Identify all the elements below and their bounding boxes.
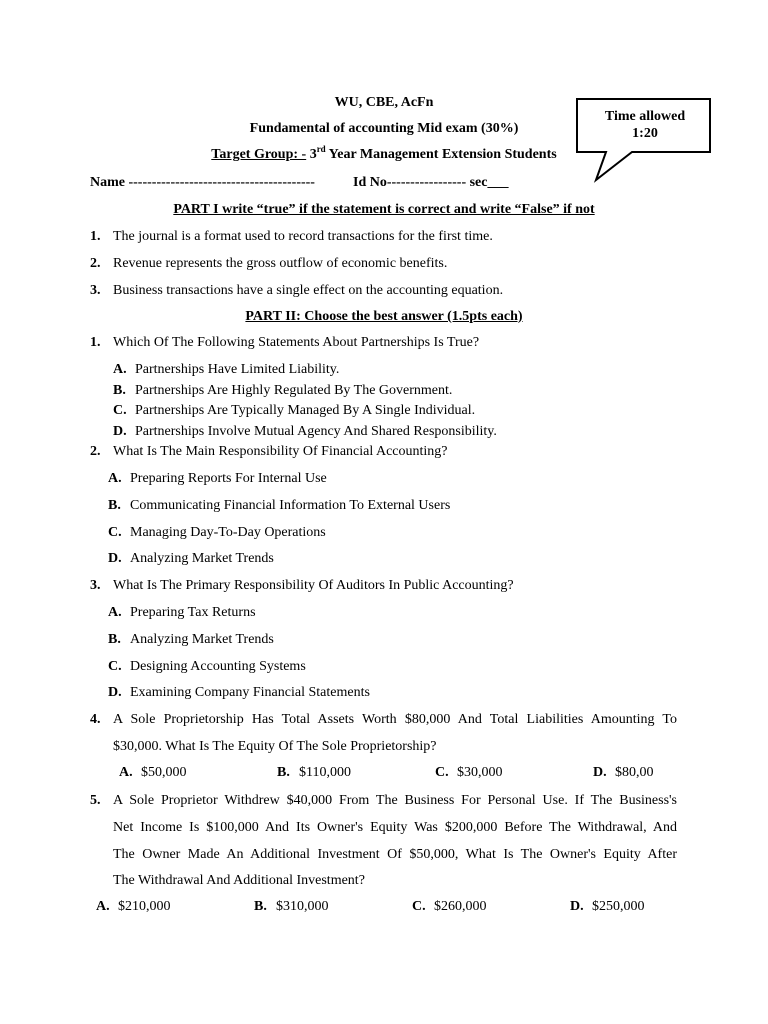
option-letter: D. [108,685,122,700]
option-letter: D. [593,765,607,780]
target-year-suffix: rd [316,144,326,154]
question-number: 5. [90,793,101,808]
option-letter: A. [113,362,127,377]
option-letter: B. [113,383,126,398]
option-a [113,362,339,378]
question-number: 2. [90,444,101,459]
option-d [108,685,370,701]
option-letter: B. [277,765,290,780]
question-text-line: The Withdrawal And Additional Investment? [113,873,365,888]
question-3 [90,578,514,594]
option-text: $80,00 [615,765,654,780]
question-text-line: A Sole Proprietor Withdrew $40,000 From The Business For Personal Use. If The Business's [113,793,677,808]
question-number: 3. [90,578,101,593]
part1-title: PART I write “true” if the statement is correct and write “False” if not [173,202,595,217]
part2-title: PART II: Choose the best answer (1.5pts each) [245,309,523,324]
option-b [108,632,274,648]
question-text-line: The Owner Made An Additional Investment Of $50,000, What Is The Owner's Equity After [113,847,677,862]
option-d [570,899,645,915]
question-number: 4. [90,712,101,727]
option-text: $260,000 [434,899,487,914]
target-group-label: Target Group: - [211,147,307,162]
option-c [435,765,503,781]
question-text: What Is The Primary Responsibility Of Auditors In Public Accounting? [113,578,514,593]
option-a [108,471,327,487]
question-text-line: A Sole Proprietorship Has Total Assets Worth $80,000 And Total Liabilities Amounting To [113,712,677,727]
option-text: $50,000 [141,765,187,780]
question-5 [90,793,677,809]
option-text: $110,000 [299,765,351,780]
option-text: Preparing Reports For Internal Use [130,471,327,486]
option-c [108,659,306,675]
option-text: Analyzing Market Trends [130,632,274,647]
target-year-number: 3 [309,147,317,162]
option-text: $30,000 [457,765,503,780]
option-a [119,765,187,781]
question-text-line: Net Income Is $100,000 And Its Owner's Equity Was $200,000 Before The Withdrawal, And [113,820,677,835]
option-text: Partnerships Are Typically Managed By A Single Individual. [135,403,476,418]
option-letter: D. [113,424,127,439]
item-number: 1. [90,229,101,244]
option-letter: C. [435,765,449,780]
target-group-text: Year Management Extension Students [328,147,557,162]
item-text: The journal is a format used to record transactions for the first time. [113,229,493,244]
option-text: Communicating Financial Information To External Users [130,498,451,513]
option-b [277,765,351,781]
option-c [113,403,475,419]
question-1 [90,335,479,351]
option-b [113,383,452,399]
id-section-field-line: Id No----------------- sec___ [353,175,509,190]
option-text: $310,000 [276,899,329,914]
question-text-line: $30,000. What Is The Equity Of The Sole Proprietorship? [113,739,437,754]
option-d [593,765,654,781]
option-letter: C. [113,403,127,418]
option-letter: A. [108,605,122,620]
institution-heading: WU, CBE, AcFn [334,95,434,110]
option-letter: C. [108,659,122,674]
question-number: 1. [90,335,101,350]
time-callout-shape [0,0,768,200]
option-letter: B. [108,632,121,647]
option-c [108,525,326,541]
item-number: 2. [90,256,101,271]
option-text: $250,000 [592,899,645,914]
option-letter: B. [254,899,267,914]
option-d [113,424,497,440]
question-2 [90,444,448,460]
exam-title: Fundamental of accounting Mid exam (30%) [249,121,519,136]
option-text: Analyzing Market Trends [130,551,274,566]
option-letter: C. [412,899,426,914]
option-text: Managing Day-To-Day Operations [130,525,326,540]
option-a [108,605,256,621]
option-letter: D. [570,899,584,914]
time-allowed-label: Time allowed [604,109,686,124]
option-text: Preparing Tax Returns [130,605,256,620]
option-text: Examining Company Financial Statements [130,685,370,700]
option-letter: A. [108,471,122,486]
option-letter: C. [108,525,122,540]
part1-item [90,256,447,272]
option-text: Partnerships Have Limited Liability. [135,362,340,377]
option-letter: A. [96,899,110,914]
question-text: What Is The Main Responsibility Of Financial Accounting? [113,444,448,459]
option-text: $210,000 [118,899,171,914]
question-text: Which Of The Following Statements About Partnerships Is True? [113,335,480,350]
option-text: Partnerships Are Highly Regulated By The Government. [135,383,453,398]
option-text: Partnerships Involve Mutual Agency And Shared Responsibility. [135,424,497,439]
option-a [96,899,171,915]
time-allowed-value: 1:20 [632,126,658,141]
option-text: Designing Accounting Systems [130,659,306,674]
item-number: 3. [90,283,101,298]
option-letter: D. [108,551,122,566]
option-b [108,498,450,514]
option-c [412,899,487,915]
option-letter: B. [108,498,121,513]
part1-item [90,283,503,299]
name-field-line: Name ---------------------------------------- [90,175,315,190]
option-letter: A. [119,765,133,780]
item-text: Revenue represents the gross outflow of economic benefits. [113,256,448,271]
option-b [254,899,329,915]
item-text: Business transactions have a single effect on the accounting equation. [113,283,504,298]
part1-item [90,229,493,245]
question-4 [90,712,677,728]
option-d [108,551,274,567]
time-allowed-box [576,108,714,142]
